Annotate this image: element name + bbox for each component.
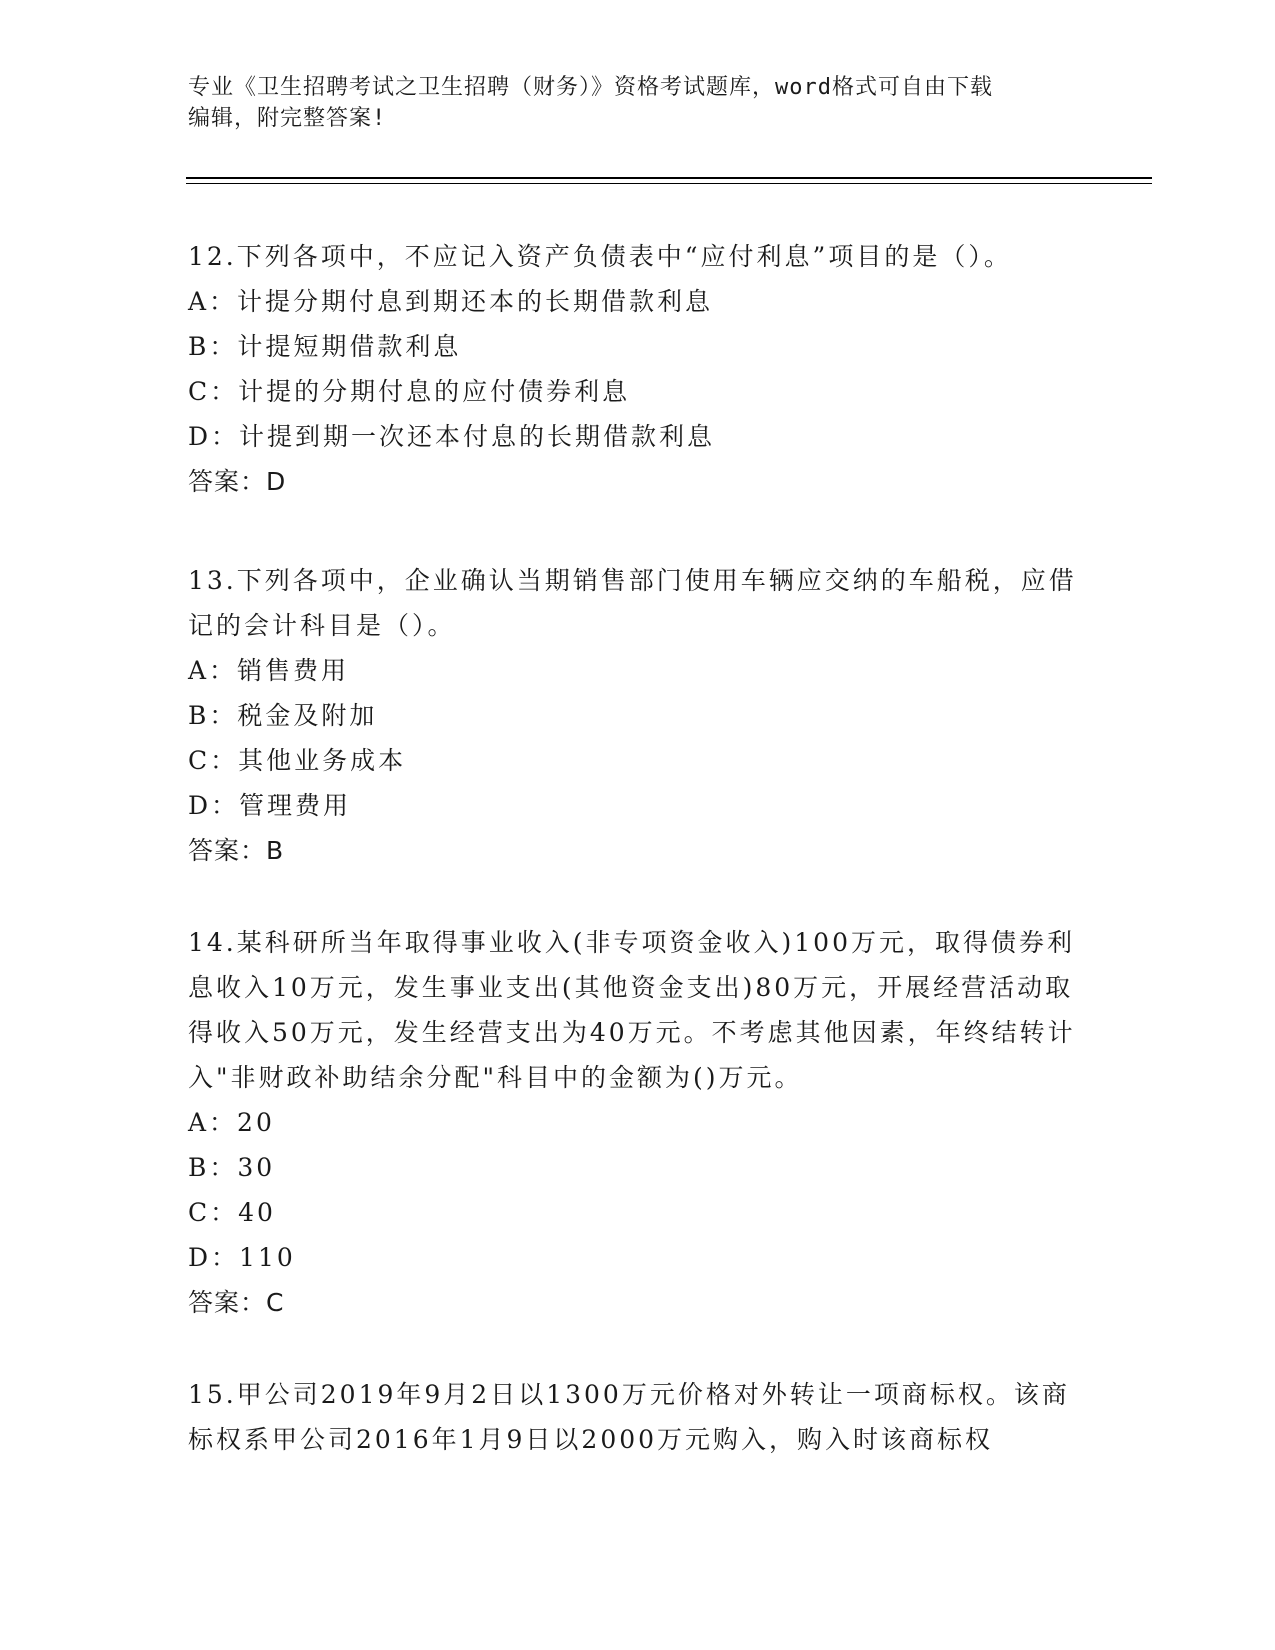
option-b: B：税金及附加 — [188, 701, 378, 730]
document-header — [188, 72, 1068, 134]
question-stem: 15.甲公司2019年9月2日以1300万元价格对外转让一项商标权。该商标权系甲公司2016年1月9日以2000万元购入，购入时该商标权 — [188, 1380, 1070, 1454]
question-13 — [188, 558, 1088, 874]
option-d: D：管理费用 — [188, 791, 352, 820]
answer: 答案：B — [188, 836, 285, 865]
option-c: C：40 — [188, 1198, 276, 1227]
question-12 — [188, 234, 1088, 505]
question-14 — [188, 920, 1088, 1326]
option-c: C：其他业务成本 — [188, 746, 407, 775]
header-divider-thick — [186, 177, 1152, 179]
option-a: A：20 — [188, 1108, 275, 1137]
question-stem: 14.某科研所当年取得事业收入(非专项资金收入)100万元，取得债券利息收入10万元，发生事业支出(其他资金支出)80万元，开展经营活动取得收入50万元，发生经营支出为40万元。不考虑其他因素，年终结转计入"非财政补助结余分配"科目中的金额为()万元。 — [188, 928, 1076, 1092]
answer: 答案：C — [188, 1288, 285, 1317]
header-line-2: 编辑，附完整答案! — [188, 106, 387, 131]
question-15 — [188, 1372, 1088, 1462]
option-d: D：计提到期一次还本付息的长期借款利息 — [188, 422, 716, 451]
header-divider-thin — [186, 183, 1152, 184]
option-b: B：30 — [188, 1153, 276, 1182]
option-a: A：销售费用 — [188, 656, 350, 685]
option-d: D：110 — [188, 1243, 296, 1272]
answer: 答案：D — [188, 467, 287, 496]
option-a: A：计提分期付息到期还本的长期借款利息 — [188, 287, 714, 316]
option-b: B：计提短期借款利息 — [188, 332, 462, 361]
question-stem: 12.下列各项中，不应记入资产负债表中“应付利息”项目的是（）。 — [188, 242, 1012, 271]
option-c: C：计提的分期付息的应付债券利息 — [188, 377, 631, 406]
question-stem: 13.下列各项中，企业确认当期销售部门使用车辆应交纳的车船税，应借记的会计科目是（）。 — [188, 566, 1077, 640]
header-line-1: 专业《卫生招聘考试之卫生招聘（财务）》资格考试题库，word格式可自由下载 — [188, 75, 993, 100]
